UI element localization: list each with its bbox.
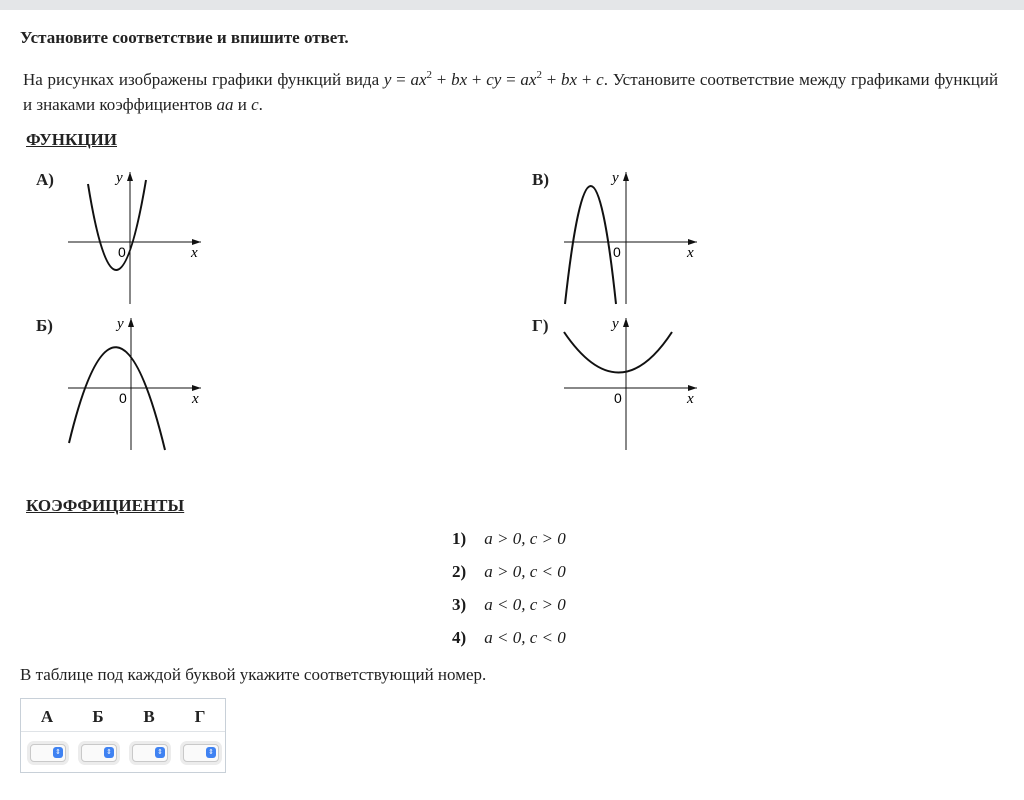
select-arrow-icon: ⇕ bbox=[53, 747, 63, 758]
graph-g-y-label: y bbox=[612, 316, 619, 332]
coefficient-item bbox=[452, 628, 566, 661]
task-text: На рисунках изображены графики функций вида $y = ax^2$ + bx + cy = $ax^2$ + bx + c. Установите соответствие между графиками функций и знаками коэффициентов aa и c. bbox=[23, 69, 999, 114]
task-title: Установите соответствие и впишите ответ. bbox=[20, 28, 349, 47]
coefficient-number: 3) bbox=[452, 595, 467, 614]
coefficients-list bbox=[452, 529, 566, 661]
graph-g bbox=[558, 312, 698, 448]
answer-select-v[interactable] bbox=[132, 744, 168, 762]
answer-table bbox=[20, 698, 226, 773]
graph-v-label: В) bbox=[532, 170, 549, 189]
answer-select-a[interactable] bbox=[30, 744, 66, 762]
graph-b-origin: 0 bbox=[119, 390, 127, 406]
answer-select-g[interactable] bbox=[183, 744, 219, 762]
graph-b-label: Б) bbox=[36, 316, 53, 335]
graph-b-x-label: x bbox=[192, 391, 199, 407]
answer-header-a: А bbox=[40, 707, 54, 726]
select-arrow-icon: ⇕ bbox=[155, 747, 165, 758]
coefficient-item bbox=[452, 529, 566, 562]
functions-header: ФУНКЦИИ bbox=[26, 130, 118, 149]
graph-g-x-label: x bbox=[687, 391, 694, 407]
coefficient-item bbox=[452, 562, 566, 595]
coefficients-header: КОЭФФИЦИЕНТЫ bbox=[26, 496, 185, 515]
coefficient-condition: a > 0, c < 0 bbox=[484, 562, 566, 581]
select-arrow-icon: ⇕ bbox=[206, 747, 216, 758]
coefficient-condition: a > 0, c > 0 bbox=[484, 529, 566, 548]
graph-g-origin: 0 bbox=[614, 390, 622, 406]
instruction-text: В таблице под каждой буквой укажите соответствующий номер. bbox=[20, 665, 487, 684]
answer-table-divider bbox=[21, 731, 225, 732]
coefficient-item bbox=[452, 595, 566, 628]
coefficient-number: 4) bbox=[452, 628, 467, 647]
graph-a-x-label: x bbox=[191, 245, 198, 261]
answer-header-g: Г bbox=[194, 707, 206, 726]
graph-a-origin: 0 bbox=[118, 244, 126, 260]
coefficient-condition: a < 0, c < 0 bbox=[484, 628, 566, 647]
select-arrow-icon: ⇕ bbox=[104, 747, 114, 758]
graph-v-x-label: x bbox=[687, 245, 694, 261]
graph-b-y-label: y bbox=[117, 316, 124, 332]
answer-header-v: В bbox=[143, 707, 155, 726]
graph-v-origin: 0 bbox=[613, 244, 621, 260]
answer-select-b[interactable] bbox=[81, 744, 117, 762]
graph-a-y-label: y bbox=[116, 170, 123, 186]
graph-a-label: А) bbox=[36, 170, 54, 189]
graph-b bbox=[62, 312, 202, 448]
answer-header-b: Б bbox=[92, 707, 104, 726]
graph-v bbox=[558, 166, 698, 302]
coefficient-condition: a < 0, c > 0 bbox=[484, 595, 566, 614]
graph-a bbox=[62, 166, 202, 302]
top-bar bbox=[0, 0, 1024, 10]
coefficient-number: 1) bbox=[452, 529, 467, 548]
graph-v-y-label: y bbox=[612, 170, 619, 186]
coefficient-number: 2) bbox=[452, 562, 467, 581]
graph-g-label: Г) bbox=[532, 316, 549, 335]
